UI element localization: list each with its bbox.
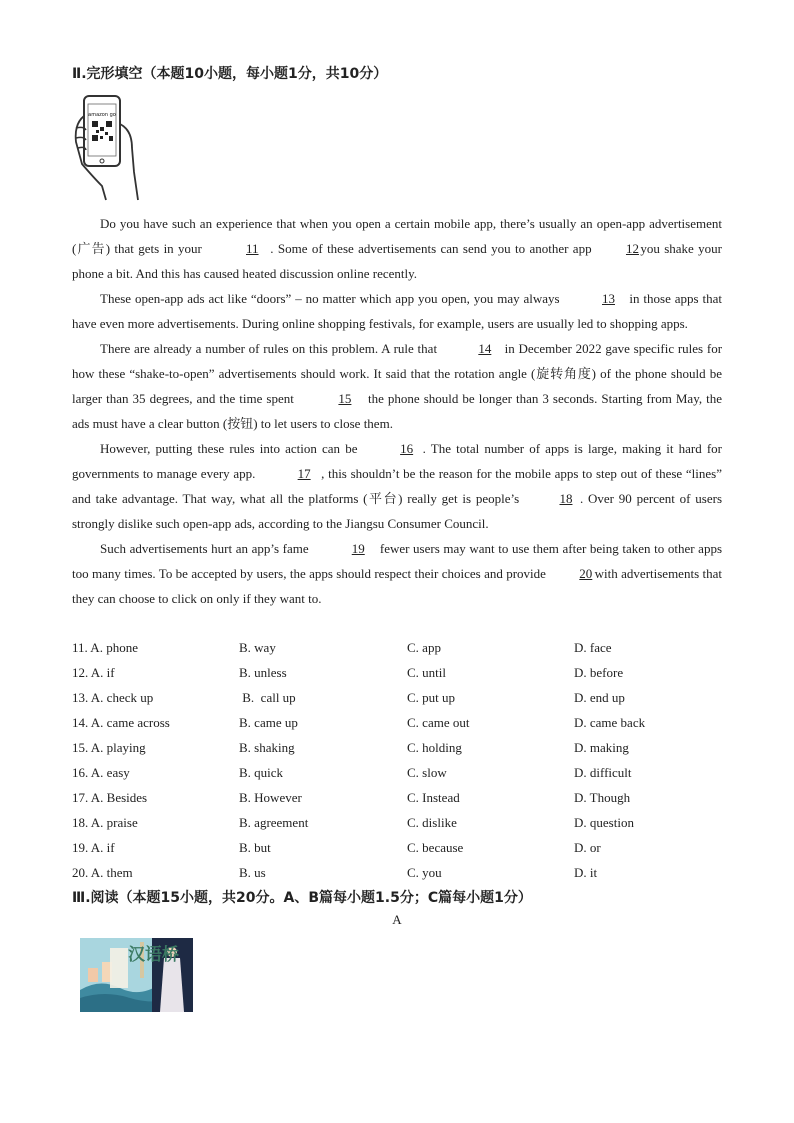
option-16-a[interactable]: 16. A. easy xyxy=(72,765,130,780)
option-12-a[interactable]: 12. A. if xyxy=(72,665,115,680)
option-18-a[interactable]: 18. A. praise xyxy=(72,815,138,830)
option-20-b[interactable]: B. us xyxy=(239,865,266,880)
passage-paragraph: These open-app ads act like “doors” – no matter which app you open, you may always 13 in those apps that have even more advertisements. During online shopping festivals, for example, users are usually led to shopping apps. xyxy=(72,286,722,336)
option-19-b[interactable]: B. but xyxy=(239,840,271,855)
passage-paragraph: Such advertisements hurt an app’s fame 19 fewer users may want to use them after being taken to other apps too many times. To be accepted by users, the apps should respect their choices and provide 20 with advertisements that they can choose to click on only if they want to. xyxy=(72,536,722,611)
option-row-12 xyxy=(72,660,732,685)
blank-11: 11 xyxy=(246,241,259,256)
option-row-18 xyxy=(72,810,732,835)
option-14-b[interactable]: B. came up xyxy=(239,715,298,730)
option-15-c[interactable]: C. holding xyxy=(407,740,462,755)
section3-heading: Ⅲ.阅读（本题15小题，共20分。A、B篇每小题1.5分；C篇每小题1分） xyxy=(72,890,532,906)
option-11-c[interactable]: C. app xyxy=(407,640,441,655)
option-15-b[interactable]: B. shaking xyxy=(239,740,295,755)
option-19-c[interactable]: C. because xyxy=(407,840,464,855)
blank-14: 14 xyxy=(478,341,492,356)
passage-a-label: A xyxy=(392,912,402,927)
option-18-b[interactable]: B. agreement xyxy=(239,815,309,830)
option-16-d[interactable]: D. difficult xyxy=(574,765,632,780)
option-row-14 xyxy=(72,710,732,735)
option-13-d[interactable]: D. end up xyxy=(574,690,625,705)
option-row-20 xyxy=(72,860,732,885)
blank-18: 18 xyxy=(559,491,573,506)
answer-options xyxy=(72,635,732,885)
option-14-c[interactable]: C. came out xyxy=(407,715,470,730)
option-19-a[interactable]: 19. A. if xyxy=(72,840,115,855)
blank-20: 20 xyxy=(579,566,593,581)
option-row-19 xyxy=(72,835,732,860)
option-20-a[interactable]: 20. A. them xyxy=(72,865,133,880)
blank-12: 12 xyxy=(625,241,639,256)
option-15-d[interactable]: D. making xyxy=(574,740,629,755)
option-18-c[interactable]: C. dislike xyxy=(407,815,457,830)
section2-heading: Ⅱ.完形填空（本题10小题，每小题1分，共10分） xyxy=(72,66,388,82)
option-17-a[interactable]: 17. A. Besides xyxy=(72,790,148,805)
cloze-passage xyxy=(72,211,722,611)
option-row-16 xyxy=(72,760,732,785)
option-15-a[interactable]: 15. A. playing xyxy=(72,740,146,755)
option-12-b[interactable]: B. unless xyxy=(239,665,287,680)
option-13-b[interactable]: B. call up xyxy=(239,690,296,705)
passage-paragraph: There are already a number of rules on this problem. A rule that 14 in December 2022 gave specific rules for how these “shake-to-open” advertisements should work. It said that the rotation angle (旋转角度) of the phone should be larger than 35 degrees, and the time spent 15 the phone should be longer than 3 seconds. Starting from May, the ads must have a clear button (按钮) to let users to close them. xyxy=(72,336,722,436)
option-12-d[interactable]: D. before xyxy=(574,665,624,680)
option-11-b[interactable]: B. way xyxy=(239,640,276,655)
option-20-d[interactable]: D. it xyxy=(574,865,598,880)
blank-17: 17 xyxy=(297,466,311,481)
option-18-d[interactable]: D. question xyxy=(574,815,634,830)
option-row-13 xyxy=(72,685,732,710)
passage-paragraph: However, putting these rules into action can be 16 . The total number of apps is large, making it hard for governments to manage every app. 17 , this shouldn’t be the reason for the mobile apps to step out of these “lines” and take advantage. That way, what all the platforms (平台) really get is people’s 18 . Over 90 percent of users strongly dislike such open-app ads, according to the Jiangsu Consumer Council. xyxy=(72,436,722,536)
option-16-c[interactable]: C. slow xyxy=(407,765,447,780)
phone-qr-hand-icon xyxy=(72,94,142,202)
option-13-a[interactable]: 13. A. check up xyxy=(72,690,154,705)
poster-title: 汉语桥 xyxy=(128,945,179,965)
option-16-b[interactable]: B. quick xyxy=(239,765,284,780)
option-17-c[interactable]: C. Instead xyxy=(407,790,460,805)
blank-13: 13 xyxy=(602,291,615,306)
passage-paragraph: Do you have such an experience that when you open a certain mobile app, there’s usually an open-app advertisement (广告) that gets in your 11 . Some of these advertisements can send you to another app 12 you shake your phone a bit. And this has caused heated discussion online recently. xyxy=(72,216,723,281)
blank-16: 16 xyxy=(400,441,414,456)
chinese-bridge-poster-image xyxy=(80,938,193,1012)
option-13-c[interactable]: C. put up xyxy=(407,690,456,705)
option-row-15 xyxy=(72,735,732,760)
option-14-d[interactable]: D. came back xyxy=(574,715,646,730)
brand-text: amazon go xyxy=(88,112,116,118)
option-17-b[interactable]: B. However xyxy=(239,790,302,805)
option-19-d[interactable]: D. or xyxy=(574,840,601,855)
option-11-a[interactable]: 11. A. phone xyxy=(72,640,138,655)
option-row-11 xyxy=(72,635,732,660)
blank-19: 19 xyxy=(351,541,365,556)
option-14-a[interactable]: 14. A. came across xyxy=(72,715,170,730)
blank-15: 15 xyxy=(338,391,352,406)
option-row-17 xyxy=(72,785,732,810)
option-17-d[interactable]: D. Though xyxy=(574,790,631,805)
option-11-d[interactable]: D. face xyxy=(574,640,612,655)
option-12-c[interactable]: C. until xyxy=(407,665,447,680)
option-20-c[interactable]: C. you xyxy=(407,865,442,880)
